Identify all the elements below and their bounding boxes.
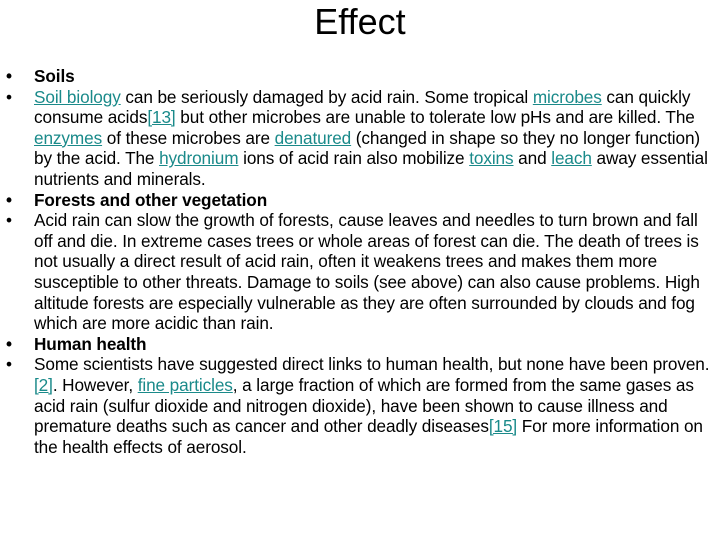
link-hydronium[interactable]: hydronium — [159, 148, 239, 169]
link-microbes[interactable]: microbes — [532, 86, 602, 107]
bullet-icon: • — [6, 333, 12, 354]
link-soil-biology[interactable]: Soil biology — [34, 86, 121, 107]
soils-text-5: (changed in shape so they no longer function) by the acid. The — [34, 127, 701, 169]
soils-text-4: of these microbes are — [102, 127, 275, 148]
list-item-health-body — [0, 354, 718, 457]
health-text-2: . However, — [52, 374, 138, 395]
health-text-4: For more information on the health effects of aerosol. — [34, 416, 703, 457]
soils-text-1: can be seriously damaged by acid rain. Some tropical — [120, 86, 533, 107]
list-item-soils-body — [0, 87, 718, 190]
link-denatured[interactable]: denatured — [274, 127, 352, 148]
list-item-forests-heading — [0, 190, 718, 211]
soils-heading: Soils — [34, 66, 75, 86]
health-heading: Human health — [34, 333, 147, 354]
list-item-forests-body — [0, 210, 718, 334]
link-enzymes[interactable]: enzymes — [34, 127, 103, 148]
link-toxins[interactable]: toxins — [469, 148, 514, 169]
link-ref-13[interactable]: [13] — [147, 107, 176, 128]
bullet-icon: • — [6, 189, 12, 210]
link-ref-2[interactable]: [2] — [34, 374, 53, 395]
soils-text-8: away essential nutrients and minerals. — [34, 148, 708, 189]
bullet-icon: • — [6, 210, 12, 231]
list-item-soils-heading — [0, 66, 718, 87]
bullet-icon: • — [6, 354, 12, 375]
bullet-icon: • — [6, 86, 12, 107]
link-leach[interactable]: leach — [551, 148, 592, 169]
link-fine-particles[interactable]: fine particles — [137, 374, 233, 395]
soils-text-6: ions of acid rain also mobilize — [238, 148, 470, 169]
health-text-1: Some scientists have suggested direct links to human health, but none have been proven. — [34, 354, 710, 375]
bullet-icon: • — [6, 66, 12, 86]
soils-text-2: can quickly consume acids — [34, 86, 691, 128]
soils-text-7: and — [513, 148, 552, 169]
forests-heading: Forests and other vegetation — [34, 189, 268, 210]
page-title: Effect — [314, 1, 406, 42]
bullet-list — [0, 66, 718, 457]
health-text-3: , a large fraction of which are formed from the same gases as acid rain (sulfur dioxide and nitrogen dioxide), have been shown to cause illness and premature deaths such as cancer and other deadly diseases — [34, 374, 694, 437]
soils-text-3: but other microbes are unable to tolerate low pHs and are killed. The — [175, 107, 695, 128]
list-item-health-heading — [0, 334, 718, 355]
forests-text: Acid rain can slow the growth of forests, cause leaves and needles to turn brown and fall off and die. In extreme cases trees or whole areas of forest can die. The death of trees is not usually a direct result of acid rain, often it weakens trees and makes them more susceptible to other threats. Damage to soils (see above) can also cause problems. High altitude forests are especially vulnerable as they are often surrounded by clouds and fog which are more acidic than rain. — [34, 210, 700, 334]
link-ref-15[interactable]: [15] — [488, 416, 518, 437]
